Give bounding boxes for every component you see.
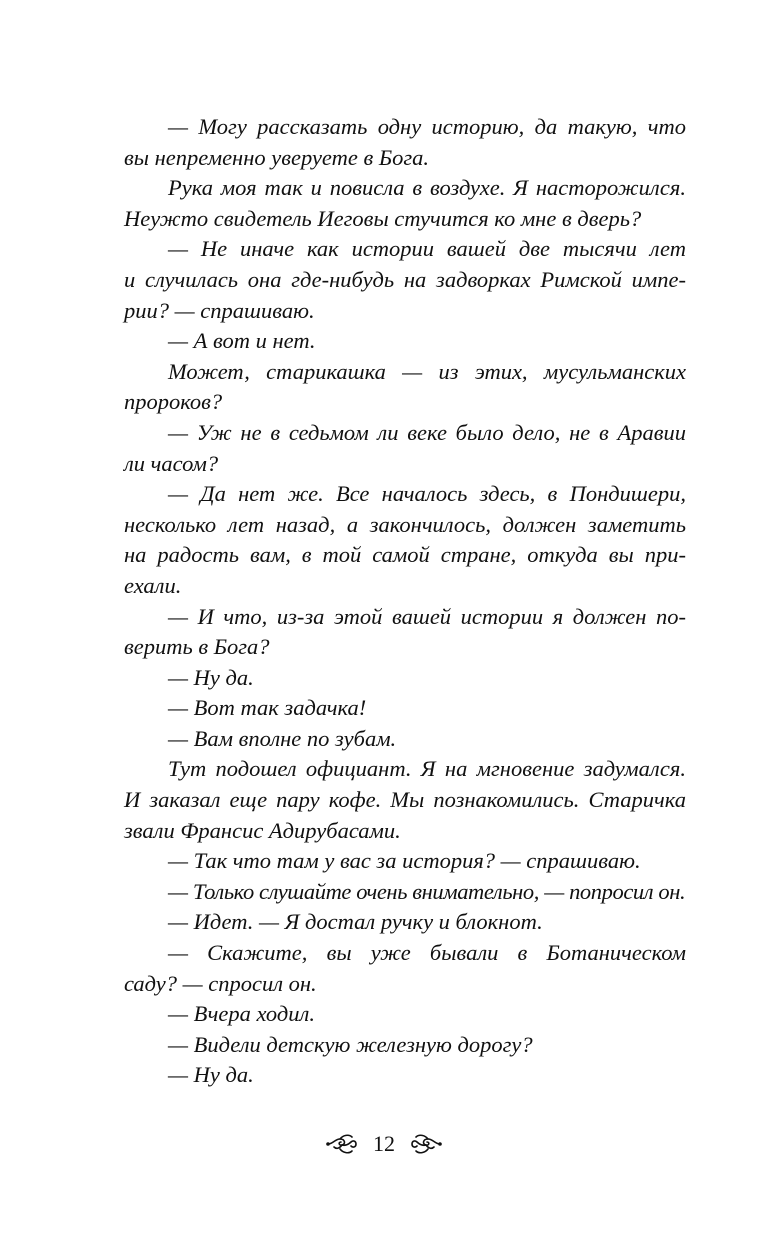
text-line: — Да нет же. Все началось здесь, в Пондишери, xyxy=(168,481,686,507)
text-line: — Могу рассказать одну историю, да такую, что xyxy=(168,114,686,139)
text-line: Тут подошел официант. Я на мгновение задумался. xyxy=(168,756,686,782)
text-line: — Ну да. xyxy=(168,1062,254,1088)
text-line: Рука моя так и повисла в воздухе. Я насторожился. xyxy=(168,175,686,201)
page-number: 12 xyxy=(373,1131,395,1156)
paragraph xyxy=(124,693,686,724)
text-line: — Так что там у вас за история? — спрашиваю. xyxy=(168,848,641,874)
text-line: ехали. xyxy=(124,572,182,598)
text-line: — А вот и нет. xyxy=(168,328,316,354)
text-line: Может, старикашка — из этих, мусульманских xyxy=(168,358,686,384)
text-line: — Идет. — Я достал ручку и блокнот. xyxy=(168,909,543,935)
text-line: и случилась она где-нибудь на задворках Римской импе- xyxy=(124,266,686,292)
fleuron-left-icon xyxy=(325,1131,359,1157)
text-line: — Только слушайте очень внимательно, — попросил он. xyxy=(168,878,686,904)
paragraph xyxy=(124,1060,686,1091)
text-line: Неужто свидетель Иеговы стучится ко мне в дверь? xyxy=(124,205,642,231)
text-line: — Не иначе как истории вашей две тысячи лет xyxy=(168,236,686,262)
text-line: — И что, из-за этой вашей истории я должен по- xyxy=(168,603,686,629)
text-line: — Вам вполне по зубам. xyxy=(168,725,397,751)
paragraph xyxy=(124,724,686,755)
paragraph xyxy=(124,754,686,846)
text-line: — Вот так задачка! xyxy=(168,695,367,721)
text-line: на радость вам, в той самой стране, откуда вы при- xyxy=(124,542,686,568)
paragraph xyxy=(124,602,686,663)
text-line: ли часом? xyxy=(124,450,219,476)
page-footer xyxy=(0,1124,768,1164)
text-line: — Вчера ходил. xyxy=(168,1001,315,1027)
paragraph xyxy=(124,418,686,479)
paragraph xyxy=(124,999,686,1030)
fleuron-right-icon xyxy=(409,1131,443,1157)
paragraph xyxy=(124,479,686,601)
paragraph xyxy=(124,877,686,908)
text-line: саду? — спросил он. xyxy=(124,970,317,996)
paragraph xyxy=(124,326,686,357)
text-line: — Уж не в седьмом ли веке было дело, не в Аравии xyxy=(168,419,686,445)
text-line: верить в Бога? xyxy=(124,634,270,660)
text-line: звали Франсис Адирубасами. xyxy=(124,817,401,843)
text-line: пророков? xyxy=(124,389,223,415)
paragraph xyxy=(124,663,686,694)
paragraph xyxy=(124,357,686,418)
paragraph xyxy=(124,846,686,877)
paragraph xyxy=(124,938,686,999)
paragraph xyxy=(124,173,686,234)
text-line: И заказал еще пару кофе. Мы познакомились. Старичка xyxy=(124,787,686,813)
paragraph xyxy=(124,112,686,173)
paragraph xyxy=(124,907,686,938)
paragraph xyxy=(124,234,686,326)
text-line: — Ну да. xyxy=(168,664,254,690)
page-body-text xyxy=(124,112,686,1091)
text-line: — Скажите, вы уже бывали в Ботаническом xyxy=(168,940,686,966)
text-line: — Видели детскую железную дорогу? xyxy=(168,1031,533,1057)
text-line: несколько лет назад, а закончилось, должен заметить xyxy=(124,511,686,537)
text-line: вы непременно уверуете в Бога. xyxy=(124,144,430,170)
paragraph xyxy=(124,1030,686,1061)
text-line: рии? — спрашиваю. xyxy=(124,297,315,323)
